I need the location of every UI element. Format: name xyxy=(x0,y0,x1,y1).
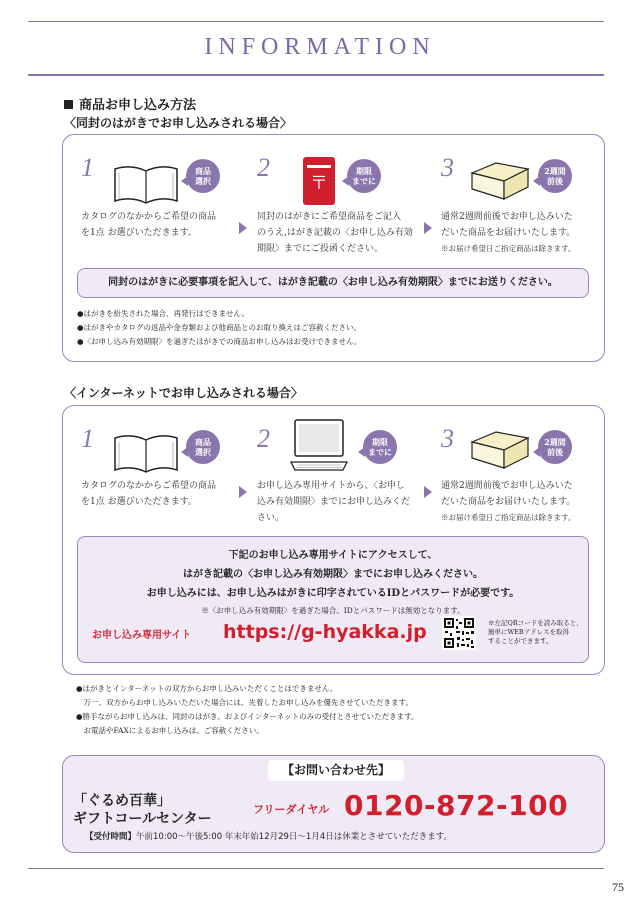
site-url-link[interactable]: https://g-hyakka.jp xyxy=(223,621,427,643)
laptop-icon xyxy=(289,418,349,474)
mailbox-icon xyxy=(301,155,337,207)
step-badge: 2週間 前後 xyxy=(538,159,572,193)
qr-note: ※左記QRコードを読み取ると、 簡単にWEBアドレスを取得 することができます。 xyxy=(488,619,583,645)
title-rule xyxy=(28,74,604,76)
step-number: 2 xyxy=(257,153,270,182)
postcard-panel xyxy=(62,134,605,362)
internet-heading: 〈インターネットでお申し込みされる場合〉 xyxy=(64,386,303,400)
step-badge: 商品 選択 xyxy=(186,159,220,193)
step-number: 2 xyxy=(257,424,270,453)
step-badge: 2週間 前後 xyxy=(538,430,572,464)
step-note: ※お届け希望日ご指定商品は除きます。 xyxy=(441,513,576,522)
step-description: カタログのなかからご希望の商品 を1点 お選びいただきます。 xyxy=(81,481,217,507)
internet-panel xyxy=(62,405,605,675)
page-title: INFORMATION xyxy=(204,34,436,60)
arrow-right-icon xyxy=(424,222,432,234)
step-description: お申し込み専用サイトから、〈お申し 込み有効期限〉までにお申し込みくだ さい。 xyxy=(257,481,411,523)
step-number: 1 xyxy=(81,153,94,182)
gift-box-icon xyxy=(468,159,532,201)
business-hours: 【受付時間】午前10:00～午後5:00 年末年始12月29日～1月4日は休業とさせていただきます。 xyxy=(85,832,453,842)
step-number: 1 xyxy=(81,424,94,453)
free-dial-label: フリーダイヤル xyxy=(253,803,330,816)
section-title: 商品お申し込み方法 xyxy=(64,94,196,113)
open-catalog-icon xyxy=(113,163,179,205)
open-catalog-icon xyxy=(113,432,179,474)
step-description: 通常2週間前後でお申し込みいた だいた商品をお届けいたします。 xyxy=(441,212,576,238)
center-name: 「ぐるめ百華」 ギフトコールセンター xyxy=(73,793,212,827)
step-number: 3 xyxy=(441,424,454,453)
bottom-rule xyxy=(28,868,604,869)
internet-notes: ●はがきとインターネットの双方からお申し込みいただくことはできません。 万一、双方からお申し込みいただいた場合には、先着したお申し込みを優先させていただきます。 ●勝手ながらお申し込みは、同封のはがき、およびインターネットのみの受付とさせていただきます。 お電話やFAXによるお申し込みは、ご容赦ください。 xyxy=(76,684,419,735)
arrow-right-icon xyxy=(424,486,432,498)
step-badge: 期限 までに xyxy=(363,430,397,464)
step-description: 通常2週間前後でお申し込みいた だいた商品をお届けいたします。 xyxy=(441,481,576,507)
qr-code-icon[interactable] xyxy=(442,616,476,650)
step-badge: 期限 までに xyxy=(347,159,381,193)
postcard-notes: ●はがきを紛失された場合、再発行はできません。 ●はがきやカタログの返品や金券類および他商品とのお取り換えはご容赦ください。 ●〈お申し込み有効期限〉を過ぎたはがきでの商品お申し込みはお受けできません。 xyxy=(77,309,362,346)
phone-number[interactable]: 0120-872-100 xyxy=(344,789,569,822)
page-number: 75 xyxy=(612,880,624,894)
arrow-right-icon xyxy=(239,222,247,234)
step-description: 同封のはがきにご希望商品をご記入 のうえ,はがき記載の〈お申し込み有効 期限〉までにご投函ください。 xyxy=(257,212,413,254)
step-number: 3 xyxy=(441,153,454,182)
contact-box xyxy=(62,755,605,853)
step-badge: 商品 選択 xyxy=(186,430,220,464)
site-instructions: 下記のお申し込み専用サイトにアクセスして、 はがき記載の〈お申し込み有効期限〉までにお申し込みください。 お申し込みには、お申し込みはがきに印字されているIDとパスワードが必要です。 xyxy=(146,550,520,599)
postcard-heading: 〈同封のはがきでお申し込みされる場合〉 xyxy=(64,116,293,130)
internet-site-box xyxy=(77,536,589,663)
site-label: お申し込み専用サイト xyxy=(92,630,192,641)
postcard-highlight-box: 同封のはがきに必要事項を記入して、はがき記載の〈お申し込み有効期限〉までにお送りください。 xyxy=(77,268,589,298)
arrow-right-icon xyxy=(239,486,247,498)
step-note: ※お届け希望日ご指定商品は除きます。 xyxy=(441,244,576,253)
svg-text:〒: 〒 xyxy=(310,173,328,194)
square-bullet-icon xyxy=(64,100,73,109)
gift-box-icon xyxy=(468,428,532,470)
top-rule xyxy=(28,21,604,22)
site-note: ※〈お申し込み有効期限〉を過ぎた場合、IDとパスワードは無効となります。 xyxy=(201,606,465,615)
step-description: カタログのなかからご希望の商品 を1点 お選びいただきます。 xyxy=(81,212,217,238)
contact-heading: 【お問い合わせ先】 xyxy=(268,760,404,781)
